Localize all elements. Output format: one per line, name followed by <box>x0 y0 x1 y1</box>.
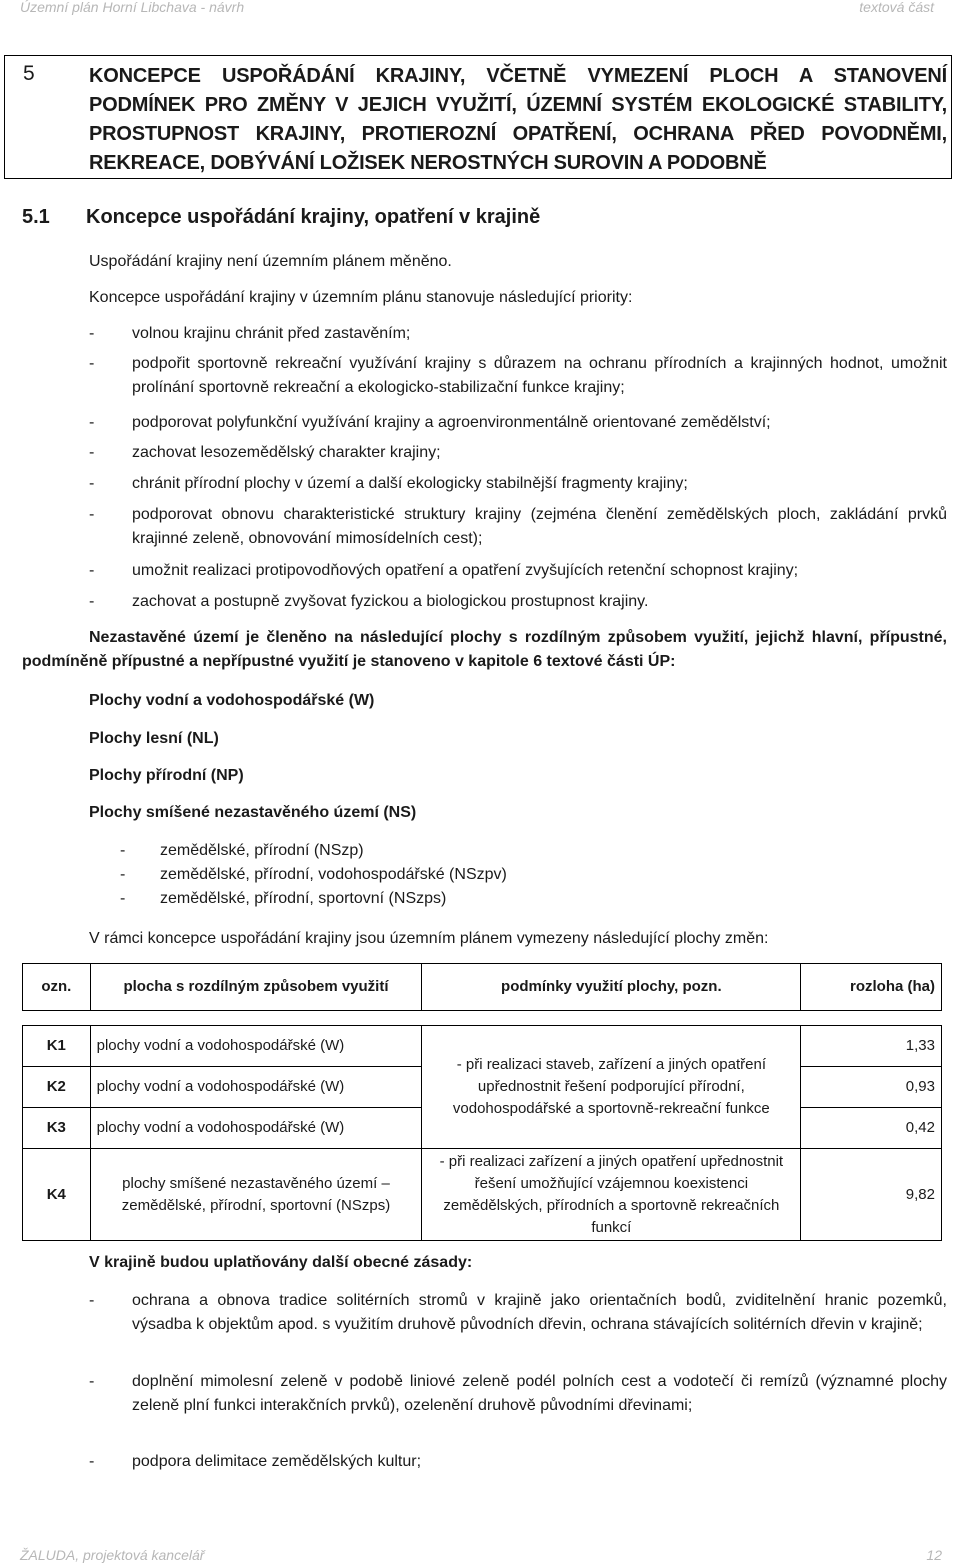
plochy-nl: Plochy lesní (NL) <box>89 730 219 747</box>
col-header-plocha: plocha s rozdílným způsobem využití <box>90 964 422 1011</box>
section-title: Koncepce uspořádání krajiny, opatření v krajině <box>86 206 541 228</box>
cell-ozn: K3 <box>23 1108 91 1149</box>
cell-podminky: - při realizaci zařízení a jiných opatření upřednostnit řešení umožňující vzájemnou koexistenci zemědělských, přírodních a sportovně rekreačních funkcí <box>422 1149 801 1241</box>
cell-rozloha: 0,93 <box>801 1067 942 1108</box>
intro-paragraph: Uspořádání krajiny není územním plánem měněno. <box>89 253 452 270</box>
priorities-heading: Koncepce uspořádání krajiny v územním plánu stanovuje následující priority: <box>89 289 633 306</box>
chapter-title: KONCEPCE USPOŘÁDÁNÍ KRAJINY, VČETNĚ VYMEZENÍ PLOCH A STANOVENÍ PODMÍNEK PRO ZMĚNY V JEJICH VYUŽITÍ, ÚZEMNÍ SYSTÉM EKOLOGICKÉ STABILITY, PROSTUPNOST KRAJINY, PROTIEROZNÍ OPATŘENÍ, OCHRANA PŘED POVODNĚMI, REKREACE, DOBÝVÁNÍ LOŽISEK NEROSTNÝCH SUROVIN A PODOBNĚ <box>89 65 947 174</box>
changes-intro: V rámci koncepce uspořádání krajiny jsou územním plánem vymezeny následující plochy změn: <box>89 930 769 947</box>
cell-podminky: - při realizaci staveb, zařízení a jiných opatření upřednostnit řešení podporující přírodní, vodohospodářské a sportovně-rekreační funkce <box>422 1026 801 1149</box>
cell-ozn: K2 <box>23 1067 91 1108</box>
section-number: 5.1 <box>22 206 50 228</box>
cell-plocha: plochy smíšené nezastavěného území – zemědělské, přírodní, sportovní (NSzps) <box>90 1149 422 1241</box>
section-heading <box>22 206 540 229</box>
zasady-heading: V krajině budou uplatňovány další obecné zásady: <box>89 1254 473 1271</box>
table-spacer <box>23 1011 942 1026</box>
header-section-label: textová část <box>859 0 934 15</box>
cell-plocha: plochy vodní a vodohospodářské (W) <box>90 1067 422 1108</box>
plochy-np: Plochy přírodní (NP) <box>89 767 244 784</box>
table-row <box>23 1149 942 1241</box>
cell-rozloha: 9,82 <box>801 1149 942 1241</box>
cell-plocha: plochy vodní a vodohospodářské (W) <box>90 1026 422 1067</box>
cell-rozloha: 1,33 <box>801 1026 942 1067</box>
col-header-podminky: podmínky využití plochy, pozn. <box>422 964 801 1011</box>
plochy-ns: Plochy smíšené nezastavěného území (NS) <box>89 804 417 821</box>
changes-table <box>22 963 942 1241</box>
chapter-number: 5 <box>23 62 35 85</box>
cell-ozn: K4 <box>23 1149 91 1241</box>
header-document-title: Územní plán Horní Libchava - návrh <box>20 0 245 15</box>
col-header-ozn: ozn. <box>23 964 91 1011</box>
footer-company: ŽALUDA, projektová kancelář <box>20 1547 205 1563</box>
plochy-w: Plochy vodní a vodohospodářské (W) <box>89 692 375 709</box>
cell-rozloha: 0,42 <box>801 1108 942 1149</box>
cell-plocha: plochy vodní a vodohospodářské (W) <box>90 1108 422 1149</box>
table-header-row <box>23 964 942 1011</box>
nezastavene-paragraph: Nezastavěné území je členěno na následující plochy s rozdílným způsobem využití, jejichž hlavní, přípustné, podmíněně přípustné a nepřípustné využití je stanoveno v kapitole 6 textové části ÚP: <box>22 629 947 670</box>
table-row <box>23 1026 942 1067</box>
cell-ozn: K1 <box>23 1026 91 1067</box>
page-number: 12 <box>926 1547 942 1563</box>
col-header-rozloha: rozloha (ha) <box>801 964 942 1011</box>
